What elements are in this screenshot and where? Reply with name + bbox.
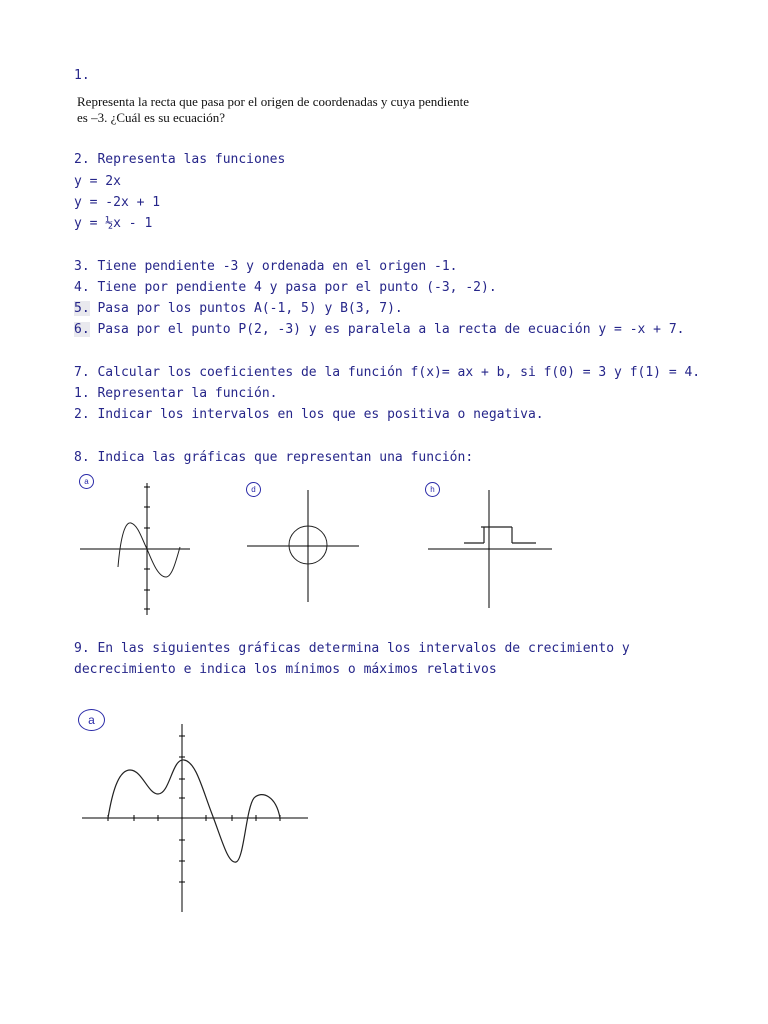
- q5-number: 5.: [74, 301, 90, 316]
- graph-d-label: d: [246, 482, 261, 497]
- graph-h-steps: [464, 527, 536, 543]
- q8-title: 8. Indica las gráficas que representan una función:: [74, 450, 474, 465]
- q1-text-line1: Representa la recta que pasa por el origen de coordenadas y cuya pendiente: [77, 94, 469, 109]
- q1-number: 1.: [74, 68, 90, 83]
- q2-function-2: y = -2x + 1: [74, 195, 161, 210]
- q9-graph-a-axes: [82, 724, 308, 912]
- q6-number: 6.: [74, 322, 90, 337]
- q5-line: [74, 301, 403, 317]
- q9-line1: 9. En las siguientes gráficas determina los intervalos de crecimiento y: [74, 641, 630, 656]
- graph-a: [80, 483, 190, 615]
- q1-text-line2: es –3. ¿Cuál es su ecuación?: [77, 110, 226, 125]
- graph-h: [428, 490, 552, 608]
- q2-function-1: y = 2x: [74, 174, 121, 189]
- q4-text: 4. Tiene por pendiente 4 y pasa por el punto (-3, -2).: [74, 280, 497, 295]
- graph-d: [247, 490, 359, 602]
- q2-title: 2. Representa las funciones: [74, 152, 286, 167]
- graph-a-axes: [80, 483, 190, 615]
- q5-text: Pasa por los puntos A(-1, 5) y B(3, 7).: [89, 301, 403, 316]
- graph-a-label: a: [79, 474, 94, 489]
- q7-title: 7. Calcular los coeficientes de la función f(x)= ax + b, si f(0) = 3 y f(1) = 4.: [74, 365, 701, 380]
- q7-sub1: 1. Representar la función.: [74, 386, 278, 401]
- graph-h-label: h: [425, 482, 440, 497]
- q6-text: Pasa por el punto P(2, -3) y es paralela a la recta de ecuación y = -x + 7.: [89, 322, 685, 337]
- q6-line: [74, 322, 684, 338]
- q9-graph-a-label: a: [78, 709, 105, 731]
- q2-function-3: y = ½x - 1: [74, 216, 153, 231]
- q9-graph-a-curve: [108, 760, 280, 862]
- q3-text: 3. Tiene pendiente -3 y ordenada en el origen -1.: [74, 259, 458, 274]
- q9-graph-a: [82, 724, 308, 912]
- q7-sub2: 2. Indicar los intervalos en los que es positiva o negativa.: [74, 407, 544, 422]
- graph-d-axes: [247, 490, 359, 602]
- q9-line2: decrecimiento e indica los mínimos o máximos relativos: [74, 662, 497, 677]
- graph-h-axes: [428, 490, 552, 608]
